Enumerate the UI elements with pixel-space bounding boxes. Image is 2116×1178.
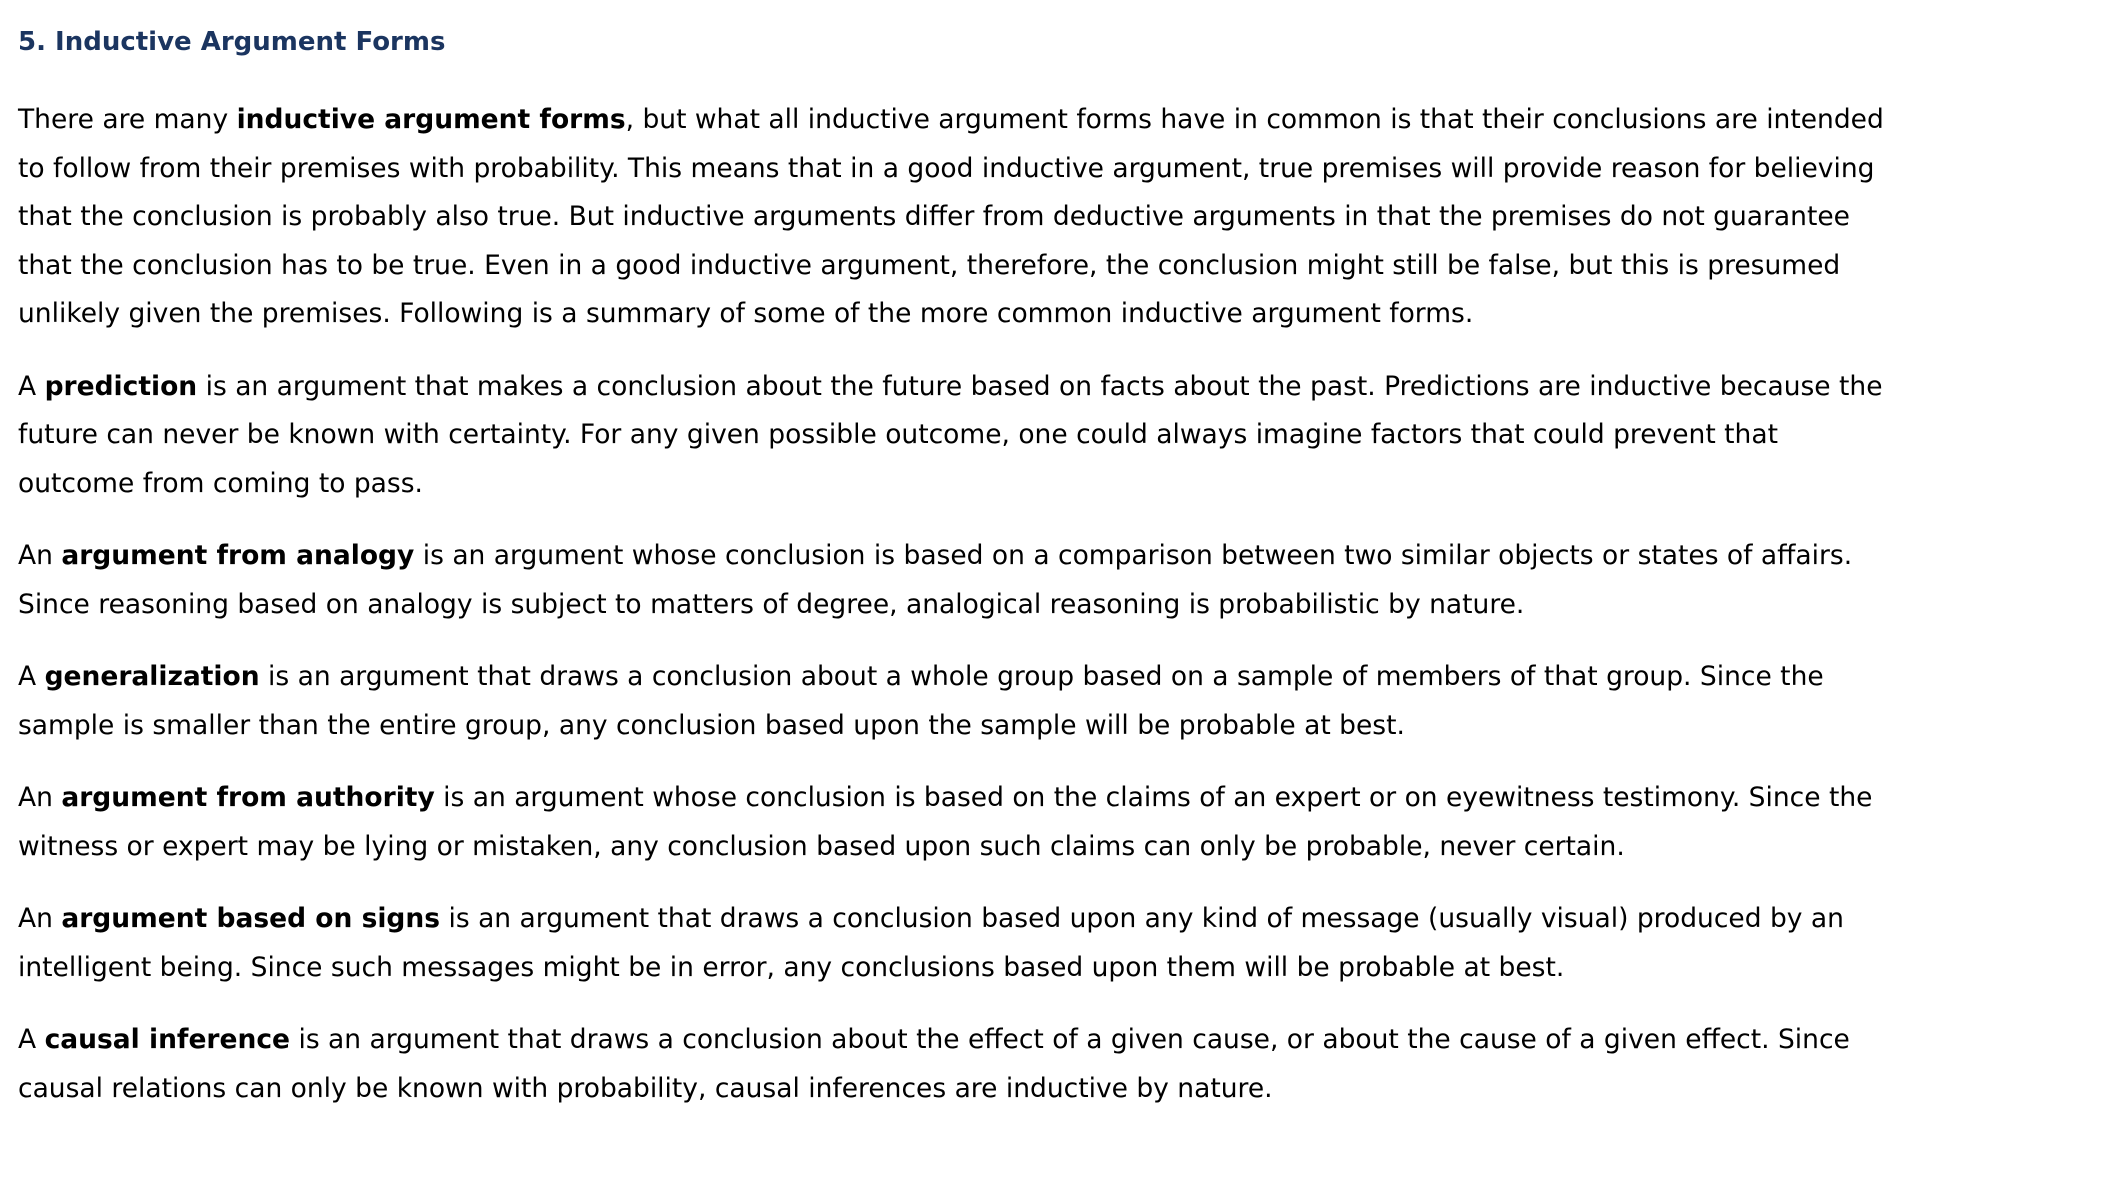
paragraph-text: is an argument whose conclusion is based on a comparison between two similar objects or states of affairs. Since reasoning based on analogy is subject to matters of degree, analogical reasoning is probabilistic by nature. [18, 540, 1853, 620]
paragraph-authority [18, 774, 1898, 871]
paragraph-text: An [18, 903, 62, 934]
term-generalization: generalization [44, 661, 260, 692]
term-causal-inference: causal inference [44, 1024, 291, 1055]
paragraph-text: An [18, 782, 62, 813]
paragraph-text: is an argument whose conclusion is based on the claims of an expert or on eyewitness testimony. Since the witness or expert may be lying or mistaken, any conclusion based upon such claims can only be probable, never certain. [18, 782, 1873, 862]
term-argument-from-authority: argument from authority [61, 782, 435, 813]
article-section [18, 0, 1898, 1113]
term-argument-based-on-signs: argument based on signs [61, 903, 441, 934]
paragraph-text: is an argument that draws a conclusion about a whole group based on a sample of members of that group. Since the sample is smaller than the entire group, any conclusion based upon the sample will be probable at best. [18, 661, 1824, 741]
paragraph-text: A [18, 661, 45, 692]
paragraph-analogy [18, 532, 1898, 629]
term-prediction: prediction [44, 370, 198, 402]
paragraph-text: A [18, 1024, 45, 1055]
paragraph-causal-inference [18, 1016, 1898, 1113]
paragraph-text: , but what all inductive argument forms have in common is that their conclusions are intended to follow from their premises with probability. This means that in a good inductive argument, true premises will provide reason for believing that the conclusion is probably also true. But inductive arguments differ from deductive arguments in that the premises do not guarantee that the conclusion has to be true. Even in a good inductive argument, therefore, the conclusion might still be false, but this is presumed unlikely given the premises. Following is a summary of some of the more common inductive argument forms. [18, 104, 1884, 329]
paragraph-intro [18, 96, 1898, 339]
term-inductive-argument-forms: inductive argument forms [236, 104, 626, 135]
section-heading: 5. Inductive Argument Forms [18, 27, 446, 57]
paragraph-text: is an argument that draws a conclusion about the effect of a given cause, or about the cause of a given effect. Since causal relations can only be known with probability, causal inferences are inductive by nature. [18, 1024, 1850, 1104]
paragraph-prediction [18, 363, 1898, 509]
paragraph-text: is an argument that makes a conclusion about the future based on facts about the past. Predictions are inductive because the future can never be known with certainty. For any given possible outcome, one could always imagine factors that could prevent that outcome from coming to pass. [18, 370, 1883, 499]
paragraph-text: A [18, 370, 45, 402]
paragraph-generalization [18, 653, 1898, 750]
paragraph-signs [18, 895, 1898, 992]
paragraph-text: There are many [18, 104, 237, 135]
paragraph-text: is an argument that draws a conclusion based upon any kind of message (usually visual) produced by an intelligent being. Since such messages might be in error, any conclusions based upon them will be probable at best. [18, 903, 1844, 983]
paragraph-text: An [18, 540, 62, 571]
term-argument-from-analogy: argument from analogy [61, 540, 415, 571]
